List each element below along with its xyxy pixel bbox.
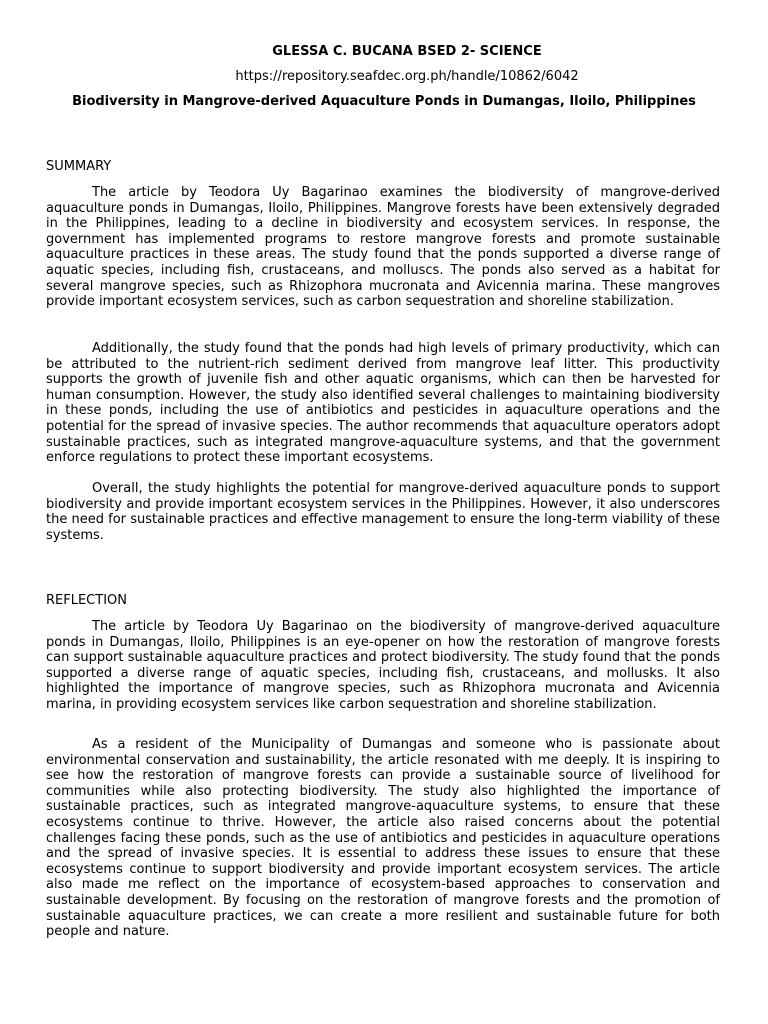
summary-paragraph-1: The article by Teodora Uy Bagarinao examines the biodiversity of mangrove-derived aquaculture ponds in Dumangas, Iloilo, Philippines. Mangrove forests have been extensively degraded in the Philippines, leading to a decline in biodiversity and ecosystem services. In response, the government has implemented programs to restore mangrove forests and promote sustainable aquaculture practices in these areas. The study found that the ponds supported a diverse range of aquatic species, including fish, crustaceans, and molluscs. The ponds also served as a habitat for several mangrove species, such as Rhizophora mucronata and Avicennia marina. These mangroves provide important ecosystem services, such as carbon sequestration and shoreline stabilization.	[46, 185, 720, 310]
reflection-paragraph-2: As a resident of the Municipality of Dumangas and someone who is passionate about environmental conservation and sustainability, the article resonated with me deeply. It is inspiring to see how the restoration of mangrove forests can provide a sustainable source of livelihood for communities while also protecting biodiversity. The study also highlighted the importance of sustainable practices, such as integrated mangrove-aquaculture systems, to ensure that these ecosystems continue to thrive. However, the article also raised concerns about the potential challenges facing these ponds, such as the use of antibiotics and pesticides in aquaculture operations and the spread of invasive species. It is essential to address these issues to ensure that these ecosystems continue to support biodiversity and provide important ecosystem services. The article also made me reflect on the importance of ecosystem-based approaches to conservation and sustainable development. By focusing on the restoration of mangrove forests and the promotion of sustainable aquaculture practices, we can create a more resilient and sustainable future for both people and nature.	[46, 737, 720, 940]
document-title: Biodiversity in Mangrove-derived Aquaculture Ponds in Dumangas, Iloilo, Philippines	[72, 94, 696, 109]
summary-heading: SUMMARY	[46, 159, 112, 174]
summary-paragraph-3: Overall, the study highlights the potential for mangrove-derived aquaculture ponds to support biodiversity and provide important ecosystem services in the Philippines. However, it also underscores the need for sustainable practices and effective management to ensure the long-term viability of these systems.	[46, 481, 720, 543]
reflection-heading: REFLECTION	[46, 593, 127, 608]
source-url: https://repository.seafdec.org.ph/handle/10862/6042	[235, 69, 579, 84]
reflection-paragraph-1: The article by Teodora Uy Bagarinao on the biodiversity of mangrove-derived aquaculture ponds in Dumangas, Iloilo, Philippines is an eye-opener on how the restoration of mangrove forests can support sustainable aquaculture practices and protect biodiversity. The study found that the ponds supported a diverse range of aquatic species, including fish, crustaceans, and mollusks. It also highlighted the importance of mangrove species, such as Rhizophora mucronata and Avicennia marina, in providing ecosystem services like carbon sequestration and shoreline stabilization.	[46, 619, 720, 712]
author-line: GLESSA C. BUCANA BSED 2- SCIENCE	[272, 44, 542, 59]
summary-paragraph-2: Additionally, the study found that the ponds had high levels of primary productivity, which can be attributed to the nutrient-rich sediment derived from mangrove leaf litter. This productivity supports the growth of juvenile fish and other aquatic organisms, which can then be harvested for human consumption. However, the study also identified several challenges to maintaining biodiversity in these ponds, including the use of antibiotics and pesticides in aquaculture operations and the potential for the spread of invasive species. The author recommends that aquaculture operators adopt sustainable practices, such as integrated mangrove-aquaculture systems, and that the government enforce regulations to protect these important ecosystems.	[46, 341, 720, 466]
